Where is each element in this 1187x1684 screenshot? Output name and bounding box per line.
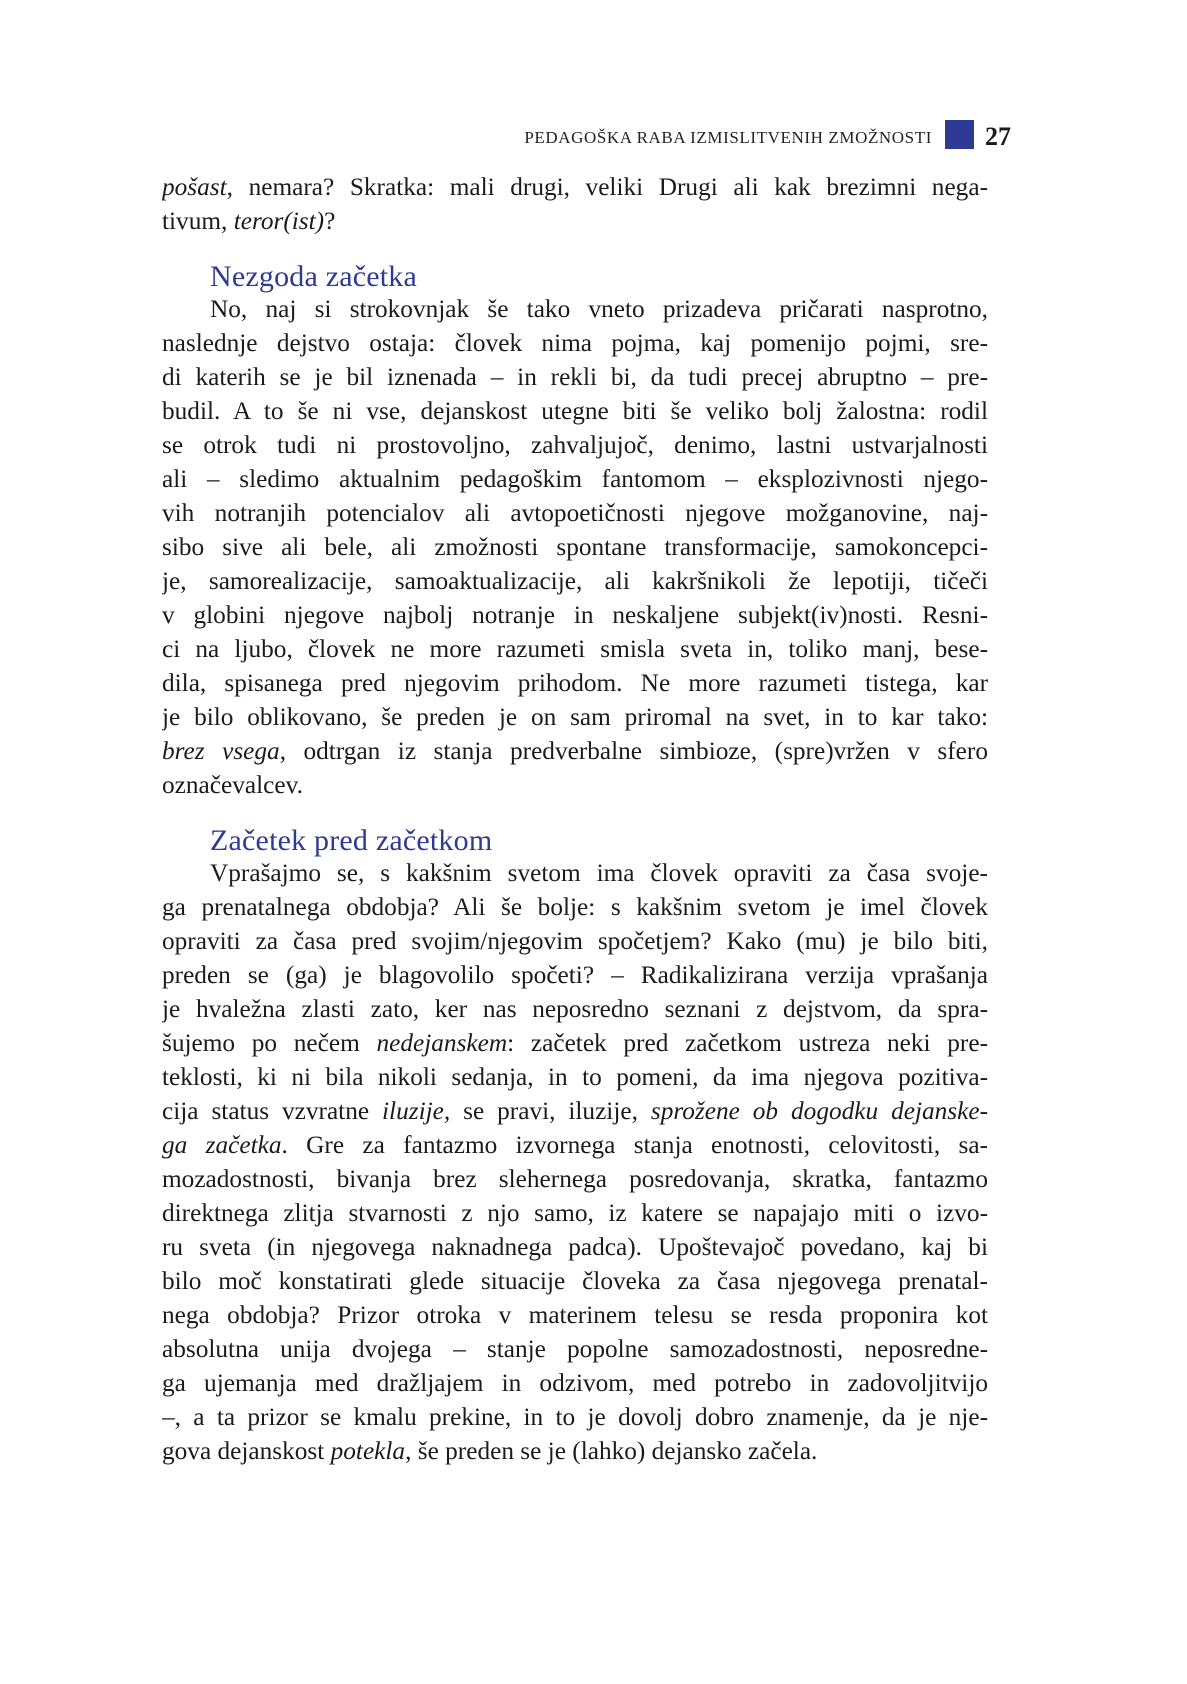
text-line: mozadostnosti, bivanja brez slehernega posredovanja, skratka, fantazmo <box>162 1165 988 1193</box>
text-line: nega obdobja? Prizor otroka v materinem telesu se resda proponira kot <box>162 1301 988 1329</box>
text-line: ga začetka. Gre za fantazmo izvornega stanja enotnosti, celovitosti, sa- <box>162 1131 988 1159</box>
italic-term: brez vsega <box>162 737 280 765</box>
text-line: budil. A to še ni vse, dejanskost utegne biti še veliko bolj žalostna: rodil <box>162 397 988 425</box>
text-line: ga ujemanja med dražljajem in odzivom, med potrebo in zadovoljitvijo <box>162 1369 988 1397</box>
running-head: PEDAGOŠKA RABA IZMISLITVENIH ZMOŽNOSTI <box>524 128 932 147</box>
text-line: Vprašajmo se, s kakšnim svetom ima človek opraviti za časa svoje- <box>210 859 988 887</box>
section-heading: Začetek pred začetkom <box>210 824 493 857</box>
text-line: je hvaležna zlasti zato, ker nas neposredno seznani z dejstvom, da spra- <box>162 995 988 1023</box>
text-line: sibo sive ali bele, ali zmožnosti spontane transformacije, samokoncepci- <box>162 533 988 561</box>
italic-term: pošast <box>162 173 227 201</box>
text-line: direktnega zlitja stvarnosti z njo samo, iz katere se napajajo miti o izvo- <box>162 1199 988 1227</box>
text-line: v globini njegove najbolj notranje in neskaljene subjekt(iv)nosti. Resni- <box>162 601 988 629</box>
italic-term: teror(ist) <box>233 207 325 235</box>
section-heading: Nezgoda začetka <box>210 260 418 293</box>
text-line: pošast, nemara? Skratka: mali drugi, veliki Drugi ali kak brezimni nega- <box>162 173 988 201</box>
text-line: No, naj si strokovnjak še tako vneto prizadeva pričarati nasprotno, <box>210 295 988 323</box>
text-line: brez vsega, odtrgan iz stanja predverbalne simbioze, (spre)vržen v sfero <box>162 737 988 765</box>
text-line: naslednje dejstvo ostaja: človek nima pojma, kaj pomenijo pojmi, sre- <box>162 329 988 357</box>
text-line: bilo moč konstatirati glede situacije človeka za časa njegovega prenatal- <box>162 1267 988 1295</box>
text-line: tivum, teror(ist)? <box>162 207 336 235</box>
text-line: –, a ta prizor se kmalu prekine, in to je dovolj dobro znamenje, da je nje- <box>162 1403 988 1431</box>
text-line: preden se (ga) je blagovolilo spočeti? – Radikalizirana verzija vprašanja <box>162 961 988 989</box>
italic-term: nedejanskem <box>376 1029 508 1057</box>
text-line: gova dejanskost potekla, še preden se je (lahko) dejansko začela. <box>162 1437 818 1465</box>
text-line: absolutna unija dvojega – stanje popolne samozadostnosti, neposredne- <box>162 1335 988 1363</box>
text-line: cija status vzvratne iluzije, se pravi, iluzije, sprožene ob dogodku dejanske- <box>162 1097 988 1125</box>
text-line: se otrok tudi ni prostovoljno, zahvaljujoč, denimo, lastni ustvarjalnosti <box>162 431 988 459</box>
italic-term: potekla <box>330 1437 406 1465</box>
text-line: šujemo po nečem nedejanskem: začetek pred začetkom ustreza neki pre- <box>162 1029 988 1057</box>
italic-term: sprožene ob dogodku dejanske- <box>650 1097 988 1125</box>
italic-term: iluzije, <box>382 1097 451 1125</box>
text-line: teklosti, ki ni bila nikoli sedanja, in to pomeni, da ima njegova pozitiva- <box>162 1063 988 1091</box>
text-line: je, samorealizacije, samoaktualizacije, ali kakršnikoli že lepotiji, tičeči <box>162 567 988 595</box>
text-line: di katerih se je bil iznenada – in rekli bi, da tudi precej abruptno – pre- <box>162 363 988 391</box>
text-line: ru sveta (in njegovega naknadnega padca). Upoštevajoč povedano, kaj bi <box>162 1233 988 1261</box>
text-line: vih notranjih potencialov ali avtopoetičnosti njegove možganovine, naj- <box>162 499 988 527</box>
text-line: dila, spisanega pred njegovim prihodom. Ne more razumeti tistega, kar <box>162 669 988 697</box>
italic-term: ga začetka <box>162 1131 282 1159</box>
page-number: 27 <box>985 122 1011 151</box>
text-line: označevalcev. <box>162 771 303 799</box>
text-line: ga prenatalnega obdobja? Ali še bolje: s kakšnim svetom je imel človek <box>162 893 988 921</box>
header-color-block <box>945 120 974 149</box>
text-line: ci na ljubo, človek ne more razumeti smisla sveta in, toliko manj, bese- <box>162 635 988 663</box>
text-line: ali – sledimo aktualnim pedagoškim fantomom – eksplozivnosti njego- <box>162 465 988 493</box>
text-line: je bilo oblikovano, še preden je on sam priromal na svet, in to kar tako: <box>162 703 988 731</box>
text-line: opraviti za časa pred svojim/njegovim spočetjem? Kako (mu) je bilo biti, <box>162 927 988 955</box>
